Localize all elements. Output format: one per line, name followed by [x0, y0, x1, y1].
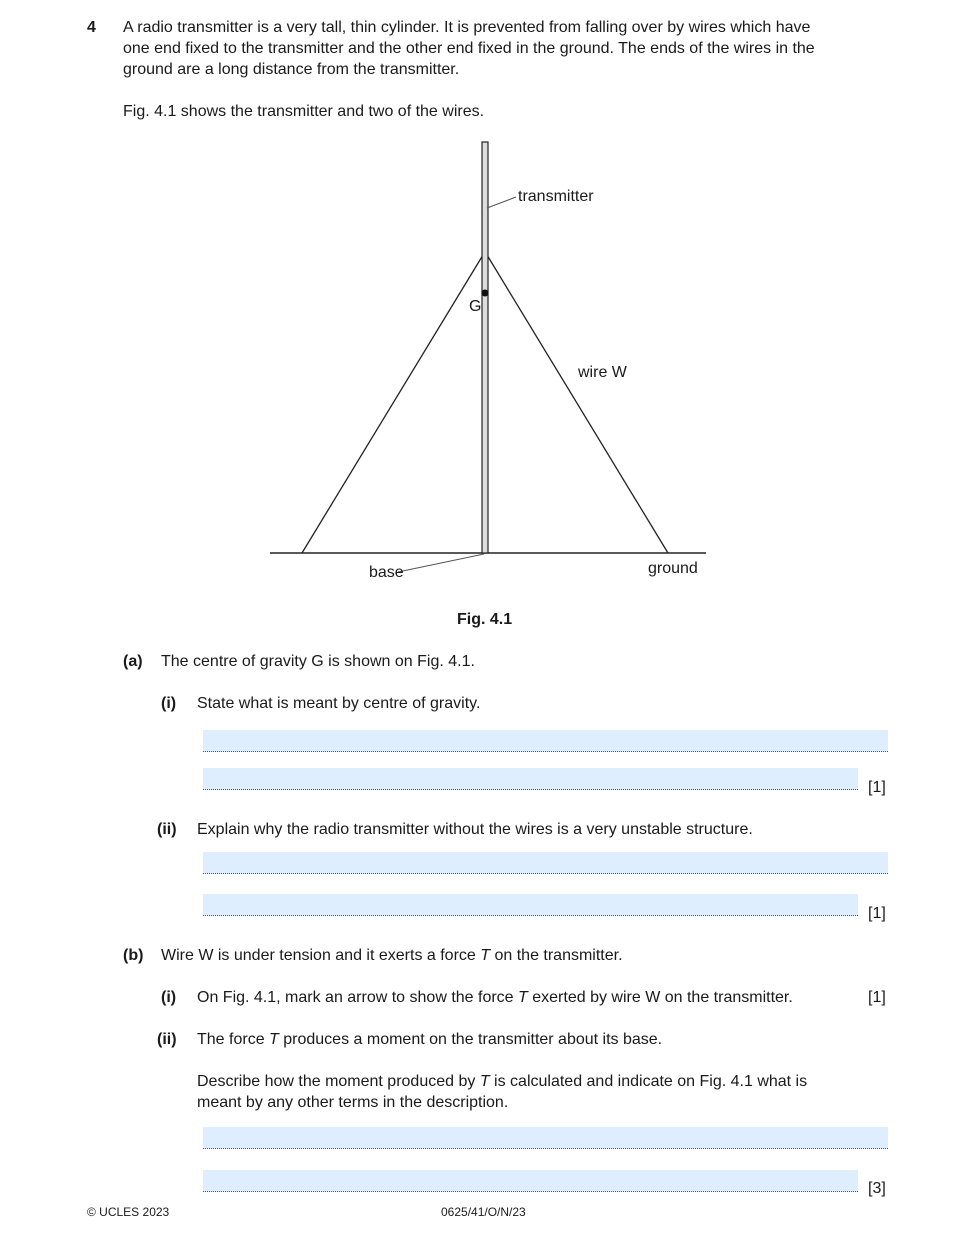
- label-wire-w: wire W: [578, 364, 627, 381]
- force-symbol: T: [479, 1073, 490, 1090]
- part-b-text-post: on the transmitter.: [490, 947, 623, 964]
- part-b-ii-desc-line-2: meant by any other terms in the description.: [197, 1094, 509, 1111]
- marks-a-i: [1]: [868, 779, 886, 796]
- part-b-text-pre: Wire W is under tension and it exerts a force: [161, 947, 481, 964]
- answer-a-i-line-1[interactable]: [203, 730, 888, 752]
- force-symbol: T: [480, 947, 491, 964]
- force-symbol: T: [518, 989, 528, 1006]
- part-b-i-text-post: exerted by wire W on the transmitter.: [527, 989, 793, 1006]
- part-a-i-text: State what is meant by centre of gravity.: [197, 695, 481, 712]
- part-a-text: The centre of gravity G is shown on Fig. 4.1.: [161, 653, 475, 670]
- answer-a-ii-line-2[interactable]: [203, 894, 858, 916]
- left-wire: [302, 255, 483, 553]
- transmitter-mast: [482, 142, 488, 553]
- part-b-i-text-pre: On Fig. 4.1, mark an arrow to show the force: [197, 989, 519, 1006]
- question-number: 4: [87, 19, 96, 36]
- part-b-i-label: (i): [161, 989, 177, 1006]
- part-b-ii-text-pre: The force: [197, 1031, 270, 1048]
- label-g: G: [469, 298, 482, 315]
- answer-b-ii-line-1[interactable]: [203, 1127, 888, 1149]
- part-b-ii-label: (ii): [157, 1031, 177, 1048]
- part-a-ii-text: Explain why the radio transmitter without the wires is a very unstable structure.: [197, 821, 753, 838]
- figure-caption: Fig. 4.1: [457, 611, 513, 628]
- desc-pre: Describe how the moment produced by: [197, 1073, 480, 1090]
- part-a-i-label: (i): [161, 695, 177, 712]
- centre-of-gravity-dot: [482, 290, 489, 297]
- answer-b-ii-line-2[interactable]: [203, 1170, 858, 1192]
- transmitter-leader: [487, 197, 516, 208]
- intro-line-3: ground are a long distance from the transmitter.: [123, 61, 460, 78]
- marks-a-ii: [1]: [868, 905, 886, 922]
- part-b-text: [161, 945, 623, 966]
- marks-b-i: [1]: [868, 989, 886, 1006]
- part-b-ii-text-post: produces a moment on the transmitter about its base.: [278, 1031, 663, 1048]
- answer-a-ii-line-1[interactable]: [203, 852, 888, 874]
- part-b-i-text: [197, 987, 793, 1008]
- desc-post: is calculated and indicate on Fig. 4.1 what is: [489, 1073, 808, 1090]
- answer-a-i-line-2[interactable]: [203, 768, 858, 790]
- marks-b-ii: [3]: [868, 1180, 886, 1197]
- base-leader: [398, 554, 484, 572]
- part-b-label: (b): [123, 947, 144, 964]
- figure-4-1: [0, 0, 976, 600]
- label-base: base: [369, 564, 404, 581]
- label-transmitter: transmitter: [518, 188, 594, 205]
- label-ground: ground: [648, 560, 698, 577]
- intro-line-1: A radio transmitter is a very tall, thin cylinder. It is prevented from falling over by wires which have: [123, 19, 811, 36]
- part-a-label: (a): [123, 653, 143, 670]
- wire-w: [487, 255, 668, 553]
- part-b-ii-desc-line-1: [197, 1071, 807, 1092]
- footer-copyright: © UCLES 2023: [87, 1205, 170, 1219]
- figure-intro: Fig. 4.1 shows the transmitter and two of the wires.: [123, 103, 485, 120]
- part-b-ii-text: [197, 1029, 662, 1050]
- force-symbol: T: [269, 1031, 279, 1048]
- intro-line-2: one end fixed to the transmitter and the other end fixed in the ground. The ends of the wires in the: [123, 40, 815, 57]
- footer-code: 0625/41/O/N/23: [441, 1205, 526, 1219]
- part-a-ii-label: (ii): [157, 821, 177, 838]
